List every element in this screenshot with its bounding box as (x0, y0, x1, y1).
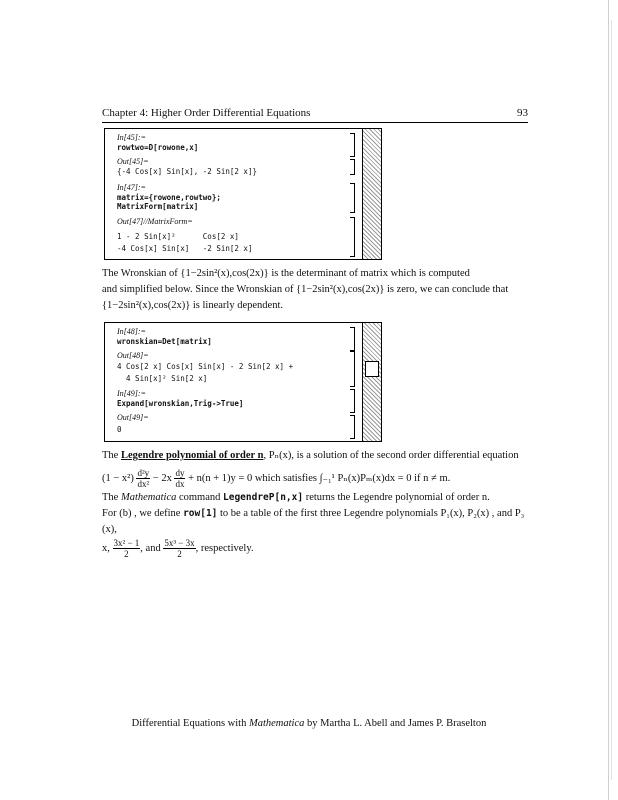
page-footer (0, 718, 618, 729)
chapter-title: Chapter 4: Higher Order Differential Equations (102, 107, 311, 119)
input-label: In[48]:= (117, 327, 146, 336)
cell-bracket[interactable] (350, 415, 355, 439)
notebook-window-1[interactable] (104, 128, 382, 260)
text: The (102, 450, 119, 461)
page-edge (608, 0, 609, 800)
cell-bracket[interactable] (350, 351, 355, 387)
math-expr: − 2x (152, 472, 172, 484)
software-name: Mathematica (120, 492, 177, 503)
math-expr: {1−2sin²(x),cos(2x)} (180, 268, 269, 279)
text: x, (102, 542, 110, 554)
fraction: $\frac{dy}{dx}$ (175, 468, 185, 489)
text: , respectively. (195, 542, 254, 554)
output-label: Out[47]//MatrixForm= (117, 217, 193, 226)
polynomials-line (102, 538, 530, 560)
input-code[interactable]: rowtwo=D[rowone,x] (117, 143, 199, 152)
text: Differential Equations with (131, 718, 247, 729)
page-number: 93 (517, 107, 528, 119)
input-code[interactable]: MatrixForm[matrix] (117, 202, 199, 211)
cell-bracket[interactable] (350, 183, 355, 213)
text: is the determinant of matrix which is computed (271, 268, 470, 279)
text: by Martha L. Abell and James P. Braselton (307, 718, 487, 729)
software-name: Mathematica (248, 718, 305, 729)
math-expr: (1 − x²) (102, 472, 134, 484)
cell-bracket[interactable] (350, 389, 355, 413)
input-code[interactable]: Expand[wronskian,Trig->True] (117, 399, 244, 408)
header-rule (102, 122, 528, 123)
paragraph-legendre (102, 448, 530, 560)
text: For (b) , we define (102, 508, 181, 519)
text: The (102, 492, 119, 503)
text: The Wronskian of (102, 268, 178, 279)
output-label: Out[49]= (117, 413, 149, 422)
code-inline: LegendreP[n,x] (223, 492, 304, 503)
text: to be a table of the first three Legendre polynomials P₁(x), P₂(x) , and P₃ (x), (102, 508, 525, 535)
math-expr: {1−2sin²(x),cos(2x)} (102, 300, 191, 311)
equation-line (102, 468, 530, 490)
input-code[interactable]: matrix={rowone,rowtwo}; (117, 193, 221, 202)
text: , Pₙ(x), is a solution of the second order differential equation (263, 450, 519, 461)
output-code: {-4 Cos[x] Sin[x], -2 Sin[2 x]} (117, 167, 257, 176)
fraction: $\frac{\text{3x² − 1}}{2}$ (113, 538, 140, 559)
cell-bracket[interactable] (350, 327, 355, 351)
text: which satisfies (254, 472, 317, 484)
output-label: Out[45]= (117, 157, 149, 166)
input-label: In[45]:= (117, 133, 146, 142)
matrix-row-2: -4 Cos[x] Sin[x] -2 Sin[2 x] (117, 244, 253, 253)
cell-bracket[interactable] (350, 133, 355, 157)
text: is zero, we can conclude that (386, 284, 509, 295)
scrollbar-thumb[interactable] (365, 361, 379, 377)
input-code[interactable]: wronskian=Det[matrix] (117, 337, 212, 346)
cell-bracket[interactable] (350, 159, 355, 175)
math-expr: + n(n + 1)y = 0 (188, 472, 253, 484)
output-code: 0 (117, 425, 122, 434)
paragraph-wronskian (102, 266, 530, 314)
text: returns the Legendre polynomial of order n. (305, 492, 490, 503)
defined-term: Legendre polynomial of order n (120, 450, 264, 461)
scrollbar[interactable] (362, 129, 381, 259)
page-edge-inner (611, 20, 612, 780)
math-expr: {1−2sin²(x),cos(2x)} (296, 284, 385, 295)
fraction: $\frac{\text{5x³ − 3x}}{2}$ (164, 538, 195, 559)
output-code: 4 Sin[x]² Sin[2 x] (117, 374, 208, 383)
output-code: 4 Cos[2 x] Cos[x] Sin[x] - 2 Sin[2 x] + (117, 362, 294, 371)
input-label: In[47]:= (117, 183, 146, 192)
math-expr: ∫₋₁¹ Pₙ(x)Pₘ(x)dx = 0 if n ≠ m. (319, 472, 451, 484)
text: command (178, 492, 221, 503)
input-label: In[49]:= (117, 389, 146, 398)
matrix-row-1: 1 - 2 Sin[x]² Cos[2 x] (117, 232, 239, 241)
cell-bracket[interactable] (350, 217, 355, 257)
output-label: Out[48]= (117, 351, 149, 360)
code-inline: row[1] (183, 508, 218, 519)
text: , and (140, 542, 161, 554)
scrollbar[interactable] (362, 323, 381, 441)
notebook-window-2[interactable] (104, 322, 382, 442)
text: and simplified below. Since the Wronskian of (102, 284, 294, 295)
text: is linearly dependent. (192, 300, 283, 311)
fraction: $\frac{\text{d²y}}{\text{dx²}}$ (137, 468, 150, 489)
